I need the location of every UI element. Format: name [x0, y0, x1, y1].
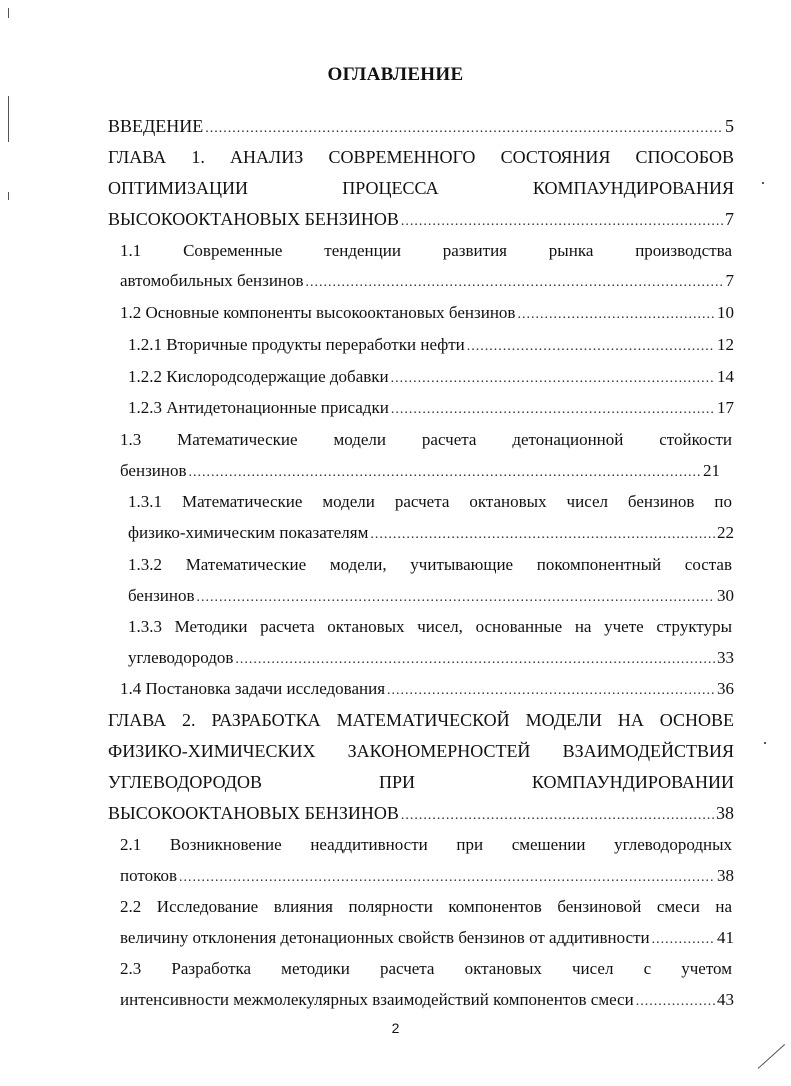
dot-leader	[387, 679, 715, 703]
toc-entry-text: бензинов	[120, 461, 187, 480]
dot-leader	[652, 928, 715, 952]
toc-entry-text: 1.4 Постановка задачи исследования	[120, 679, 386, 698]
toc-page-number: 5	[725, 116, 734, 136]
dot-leader	[401, 210, 723, 234]
toc-page-number: 14	[717, 367, 734, 386]
scan-mark	[8, 96, 9, 142]
toc-entry-text: углеводородов	[128, 648, 234, 667]
dot-leader	[401, 804, 714, 828]
dot-leader	[205, 117, 723, 141]
toc-entry-line[interactable]	[108, 176, 734, 200]
toc-entry[interactable]	[128, 584, 734, 610]
toc-entry-text: 2.2 Исследование влияния полярности компонентов бензиновой смеси на	[120, 897, 732, 916]
toc-entry[interactable]	[120, 459, 720, 485]
toc-entry-text: 1.2.3 Антидетонационные присадки	[128, 398, 389, 417]
toc-page-number: 21	[703, 461, 720, 480]
dot-leader	[189, 461, 701, 485]
scan-mark	[758, 1044, 785, 1069]
toc-entry-text: ОПТИМИЗАЦИИ ПРОЦЕССА КОМПАУНДИРОВАНИЯ	[108, 178, 734, 198]
dot-leader	[636, 990, 715, 1014]
toc-entry-line[interactable]	[128, 553, 732, 577]
toc-page-number: 7	[725, 209, 734, 229]
toc-entry-text: 1.3.3 Методики расчета октановых чисел, основанные на учете структуры	[128, 617, 732, 636]
page-number: 2	[391, 1020, 400, 1036]
toc-entry[interactable]	[108, 801, 734, 828]
toc-entry[interactable]	[120, 926, 734, 952]
toc-entry-line[interactable]	[120, 428, 732, 452]
toc-entry[interactable]	[108, 207, 734, 234]
toc-entry-text: 1.2.2 Кислородсодержащие добавки	[128, 367, 389, 386]
toc-entry-text: ГЛАВА 1. АНАЛИЗ СОВРЕМЕННОГО СОСТОЯНИЯ СПОСОБОВ	[108, 147, 734, 167]
toc-entry-line[interactable]	[108, 145, 734, 169]
toc-entry-text: 2.3 Разработка методики расчета октановых чисел с учетом	[120, 959, 732, 978]
toc-page-number: 12	[717, 335, 734, 354]
dot-leader	[197, 586, 715, 610]
dot-leader	[517, 303, 715, 327]
scan-mark	[764, 742, 766, 744]
toc-entry-text: бензинов	[128, 586, 195, 605]
toc-entry[interactable]	[128, 521, 734, 547]
dot-leader	[370, 523, 715, 547]
toc-entry-text: 1.1 Современные тенденции развития рынка производства	[120, 241, 732, 260]
toc-entry-text: ГЛАВА 2. РАЗРАБОТКА МАТЕМАТИЧЕСКОЙ МОДЕЛИ НА ОСНОВЕ	[108, 710, 734, 730]
toc-entry-line[interactable]	[120, 895, 732, 919]
toc-entry-text: 1.3.2 Математические модели, учитывающие покомпонентный состав	[128, 555, 732, 574]
toc-entry-text: 2.1 Возникновение неаддитивности при смешении углеводородных	[120, 835, 732, 854]
toc-entry-text: величину отклонения детонационных свойств бензинов от аддитивности	[120, 928, 650, 947]
toc-entry[interactable]	[128, 646, 734, 672]
toc-entry-line[interactable]	[128, 615, 732, 639]
toc-page-number: 38	[716, 803, 734, 823]
toc-entry[interactable]	[120, 988, 734, 1014]
scan-mark	[8, 192, 9, 200]
toc-page-number: 38	[717, 866, 734, 885]
dot-leader	[391, 367, 715, 391]
toc-entry-text: физико-химическим показателям	[128, 523, 369, 542]
toc-page-number: 7	[725, 271, 734, 290]
toc-entry[interactable]	[120, 301, 734, 327]
toc-entry-text: 1.3 Математические модели расчета детонационной стойкости	[120, 430, 732, 449]
toc-page-number: 17	[717, 398, 734, 417]
toc-entry-text: 1.3.1 Математические модели расчета октановых чисел бензинов по	[128, 492, 732, 511]
toc-page-number: 36	[717, 679, 734, 698]
toc-entry-text: ВЫСОКООКТАНОВЫХ БЕНЗИНОВ	[108, 803, 399, 823]
toc-entry[interactable]	[128, 365, 734, 391]
toc-entry-line[interactable]	[120, 957, 732, 981]
toc-entry-line[interactable]	[108, 708, 734, 732]
toc-entry[interactable]	[108, 114, 734, 141]
toc-entry-line[interactable]	[108, 770, 734, 794]
dot-leader	[391, 398, 715, 422]
dot-leader	[235, 648, 715, 672]
toc-entry-line[interactable]	[120, 833, 732, 857]
toc-entry[interactable]	[128, 396, 734, 422]
toc-entry-line[interactable]	[128, 490, 732, 514]
toc-page-number: 33	[717, 648, 734, 667]
toc-entry-line[interactable]	[120, 239, 732, 263]
toc-page-number: 43	[717, 990, 734, 1009]
toc-page-number: 22	[717, 523, 734, 542]
toc-entry-text: ФИЗИКО-ХИМИЧЕСКИХ ЗАКОНОМЕРНОСТЕЙ ВЗАИМОДЕЙСТВИЯ	[108, 741, 734, 761]
toc-entry-text: потоков	[120, 866, 178, 885]
scan-mark	[8, 8, 9, 18]
toc-entry[interactable]	[120, 864, 734, 890]
toc-entry-text: 1.2.1 Вторичные продукты переработки нефти	[128, 335, 465, 354]
dot-leader	[306, 271, 724, 295]
page-title: ОГЛАВЛЕНИЕ	[327, 64, 464, 85]
toc-entry-line[interactable]	[108, 739, 734, 763]
toc-entry-text: интенсивности межмолекулярных взаимодействий компонентов смеси	[120, 990, 634, 1009]
toc-entry[interactable]	[120, 269, 734, 295]
scan-mark	[762, 182, 764, 184]
dot-leader	[467, 335, 715, 359]
toc-page-number: 41	[717, 928, 734, 947]
toc-page-number: 30	[717, 586, 734, 605]
toc-entry-text: ВВЕДЕНИЕ	[108, 116, 204, 136]
toc-entry[interactable]	[120, 677, 734, 703]
toc-entry-text: УГЛЕВОДОРОДОВ ПРИ КОМПАУНДИРОВАНИИ	[108, 772, 734, 792]
toc-entry[interactable]	[128, 333, 734, 359]
toc-entry-text: автомобильных бензинов	[120, 271, 304, 290]
toc-entry-text: ВЫСОКООКТАНОВЫХ БЕНЗИНОВ	[108, 209, 399, 229]
dot-leader	[179, 866, 715, 890]
toc-page-number: 10	[717, 303, 734, 322]
toc-entry-text: 1.2 Основные компоненты высокооктановых бензинов	[120, 303, 516, 322]
